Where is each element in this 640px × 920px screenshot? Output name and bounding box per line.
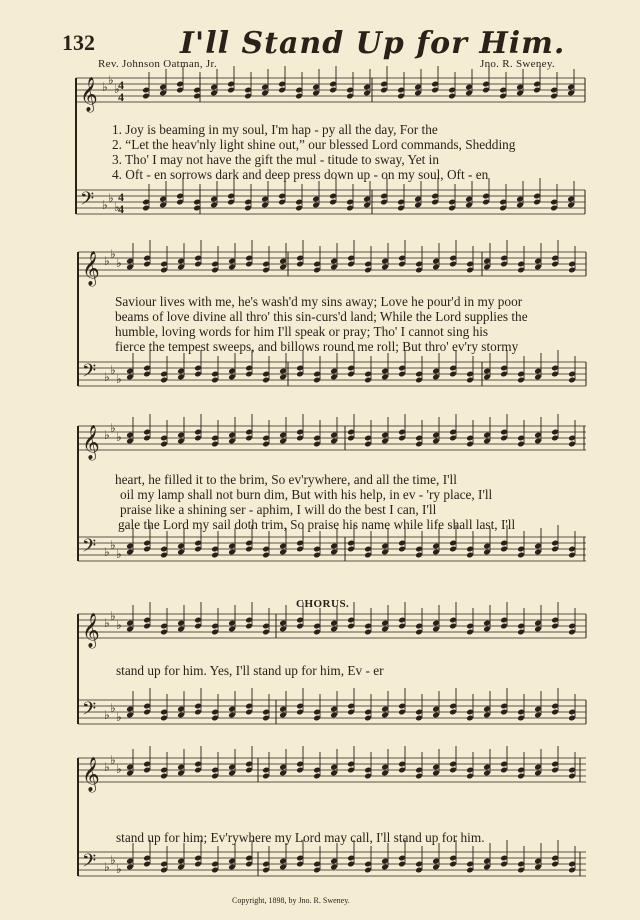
flat-sign: ♭	[104, 545, 110, 559]
lyric-line: beams of love divine all thro' this sin-curs'd land; While the Lord supplies the	[115, 309, 528, 324]
flat-sign: ♭	[114, 82, 120, 96]
flat-sign: ♭	[116, 862, 122, 876]
bass-clef: 𝄢	[82, 536, 97, 561]
time-signature-denominator: 4	[118, 90, 124, 104]
flat-sign: ♭	[102, 80, 108, 94]
chorus-label: CHORUS.	[296, 598, 350, 610]
flat-sign: ♭	[114, 200, 120, 214]
flat-sign: ♭	[104, 616, 110, 630]
flat-sign: ♭	[104, 254, 110, 268]
time-signature-numerator: 4	[118, 78, 124, 92]
hymn-title: I'll Stand Up for Him.	[180, 26, 566, 61]
time-signature-numerator: 4	[118, 190, 124, 204]
lyric-line: 3. Tho' I may not have the gift the mul - titude to sway, Yet in	[112, 152, 440, 167]
flat-sign: ♭	[104, 860, 110, 874]
flat-sign: ♭	[104, 370, 110, 384]
treble-clef: 𝄞	[82, 425, 100, 460]
flat-sign: ♭	[108, 73, 114, 87]
flat-sign: ♭	[102, 198, 108, 212]
flat-sign: ♭	[110, 609, 116, 623]
composer-credit: Jno. R. Sweney.	[480, 58, 555, 70]
lyric-line: humble, loving words for him I'll speak or pray; Tho' I cannot sing his	[115, 324, 489, 339]
bass-clef: 𝄢	[82, 851, 97, 876]
lyric-line: fierce the tempest sweeps, and billows round me roll; But thro' ev'ry stormy	[115, 339, 519, 354]
flat-sign: ♭	[116, 547, 122, 561]
lyric-line: Saviour lives with me, he's wash'd my sins away; Love he pour'd in my poor	[115, 294, 523, 309]
flat-sign: ♭	[110, 247, 116, 261]
lyric-line: stand up for him; Ev'rywhere my Lord may call, I'll stand up for him.	[116, 830, 485, 845]
bass-clef: 𝄢	[80, 189, 95, 214]
flat-sign: ♭	[104, 760, 110, 774]
flat-sign: ♭	[108, 191, 114, 205]
flat-sign: ♭	[110, 853, 116, 867]
flat-sign: ♭	[110, 363, 116, 377]
flat-sign: ♭	[116, 710, 122, 724]
lyric-line: heart, he filled it to the brim, So ev'rywhere, and all the time, I'll	[115, 472, 457, 487]
time-signature-denominator: 4	[118, 202, 124, 216]
flat-sign: ♭	[110, 538, 116, 552]
lyric-line: oil my lamp shall not burn dim, But with his help, in ev - 'ry place, I'll	[120, 487, 493, 502]
flat-sign: ♭	[116, 762, 122, 776]
lyric-line: 2. “Let the heav'nly light shine out,” our blessed Lord commands, Shedding	[112, 137, 516, 152]
treble-clef: 𝄞	[80, 77, 98, 112]
copyright-notice: Copyright, 1898, by Jno. R. Sweney.	[232, 896, 350, 905]
lyric-line: 4. Oft - en sorrows dark and deep press down up - on my soul, Oft - en	[112, 167, 489, 182]
bass-clef: 𝄢	[82, 699, 97, 724]
page-number: 132	[62, 30, 95, 55]
flat-sign: ♭	[110, 753, 116, 767]
flat-sign: ♭	[104, 708, 110, 722]
flat-sign: ♭	[116, 372, 122, 386]
flat-sign: ♭	[110, 701, 116, 715]
flat-sign: ♭	[110, 421, 116, 435]
lyricist-credit: Rev. Johnson Oatman, Jr.	[98, 58, 217, 70]
treble-clef: 𝄞	[82, 613, 100, 648]
flat-sign: ♭	[104, 428, 110, 442]
treble-clef: 𝄞	[82, 251, 100, 286]
flat-sign: ♭	[116, 618, 122, 632]
flat-sign: ♭	[116, 430, 122, 444]
bass-clef: 𝄢	[82, 361, 97, 386]
lyric-line: praise like a shining ser - aphim, I will do the best I can, I'll	[120, 502, 437, 517]
lyric-line: stand up for him. Yes, I'll stand up for him, Ev - er	[116, 663, 384, 678]
lyric-line: gale the Lord my sail doth trim, So praise his name while life shall last, I'll	[118, 517, 516, 532]
flat-sign: ♭	[116, 256, 122, 270]
lyric-line: 1. Joy is beaming in my soul, I'm hap - py all the day, For the	[112, 122, 438, 137]
treble-clef: 𝄞	[82, 757, 100, 792]
